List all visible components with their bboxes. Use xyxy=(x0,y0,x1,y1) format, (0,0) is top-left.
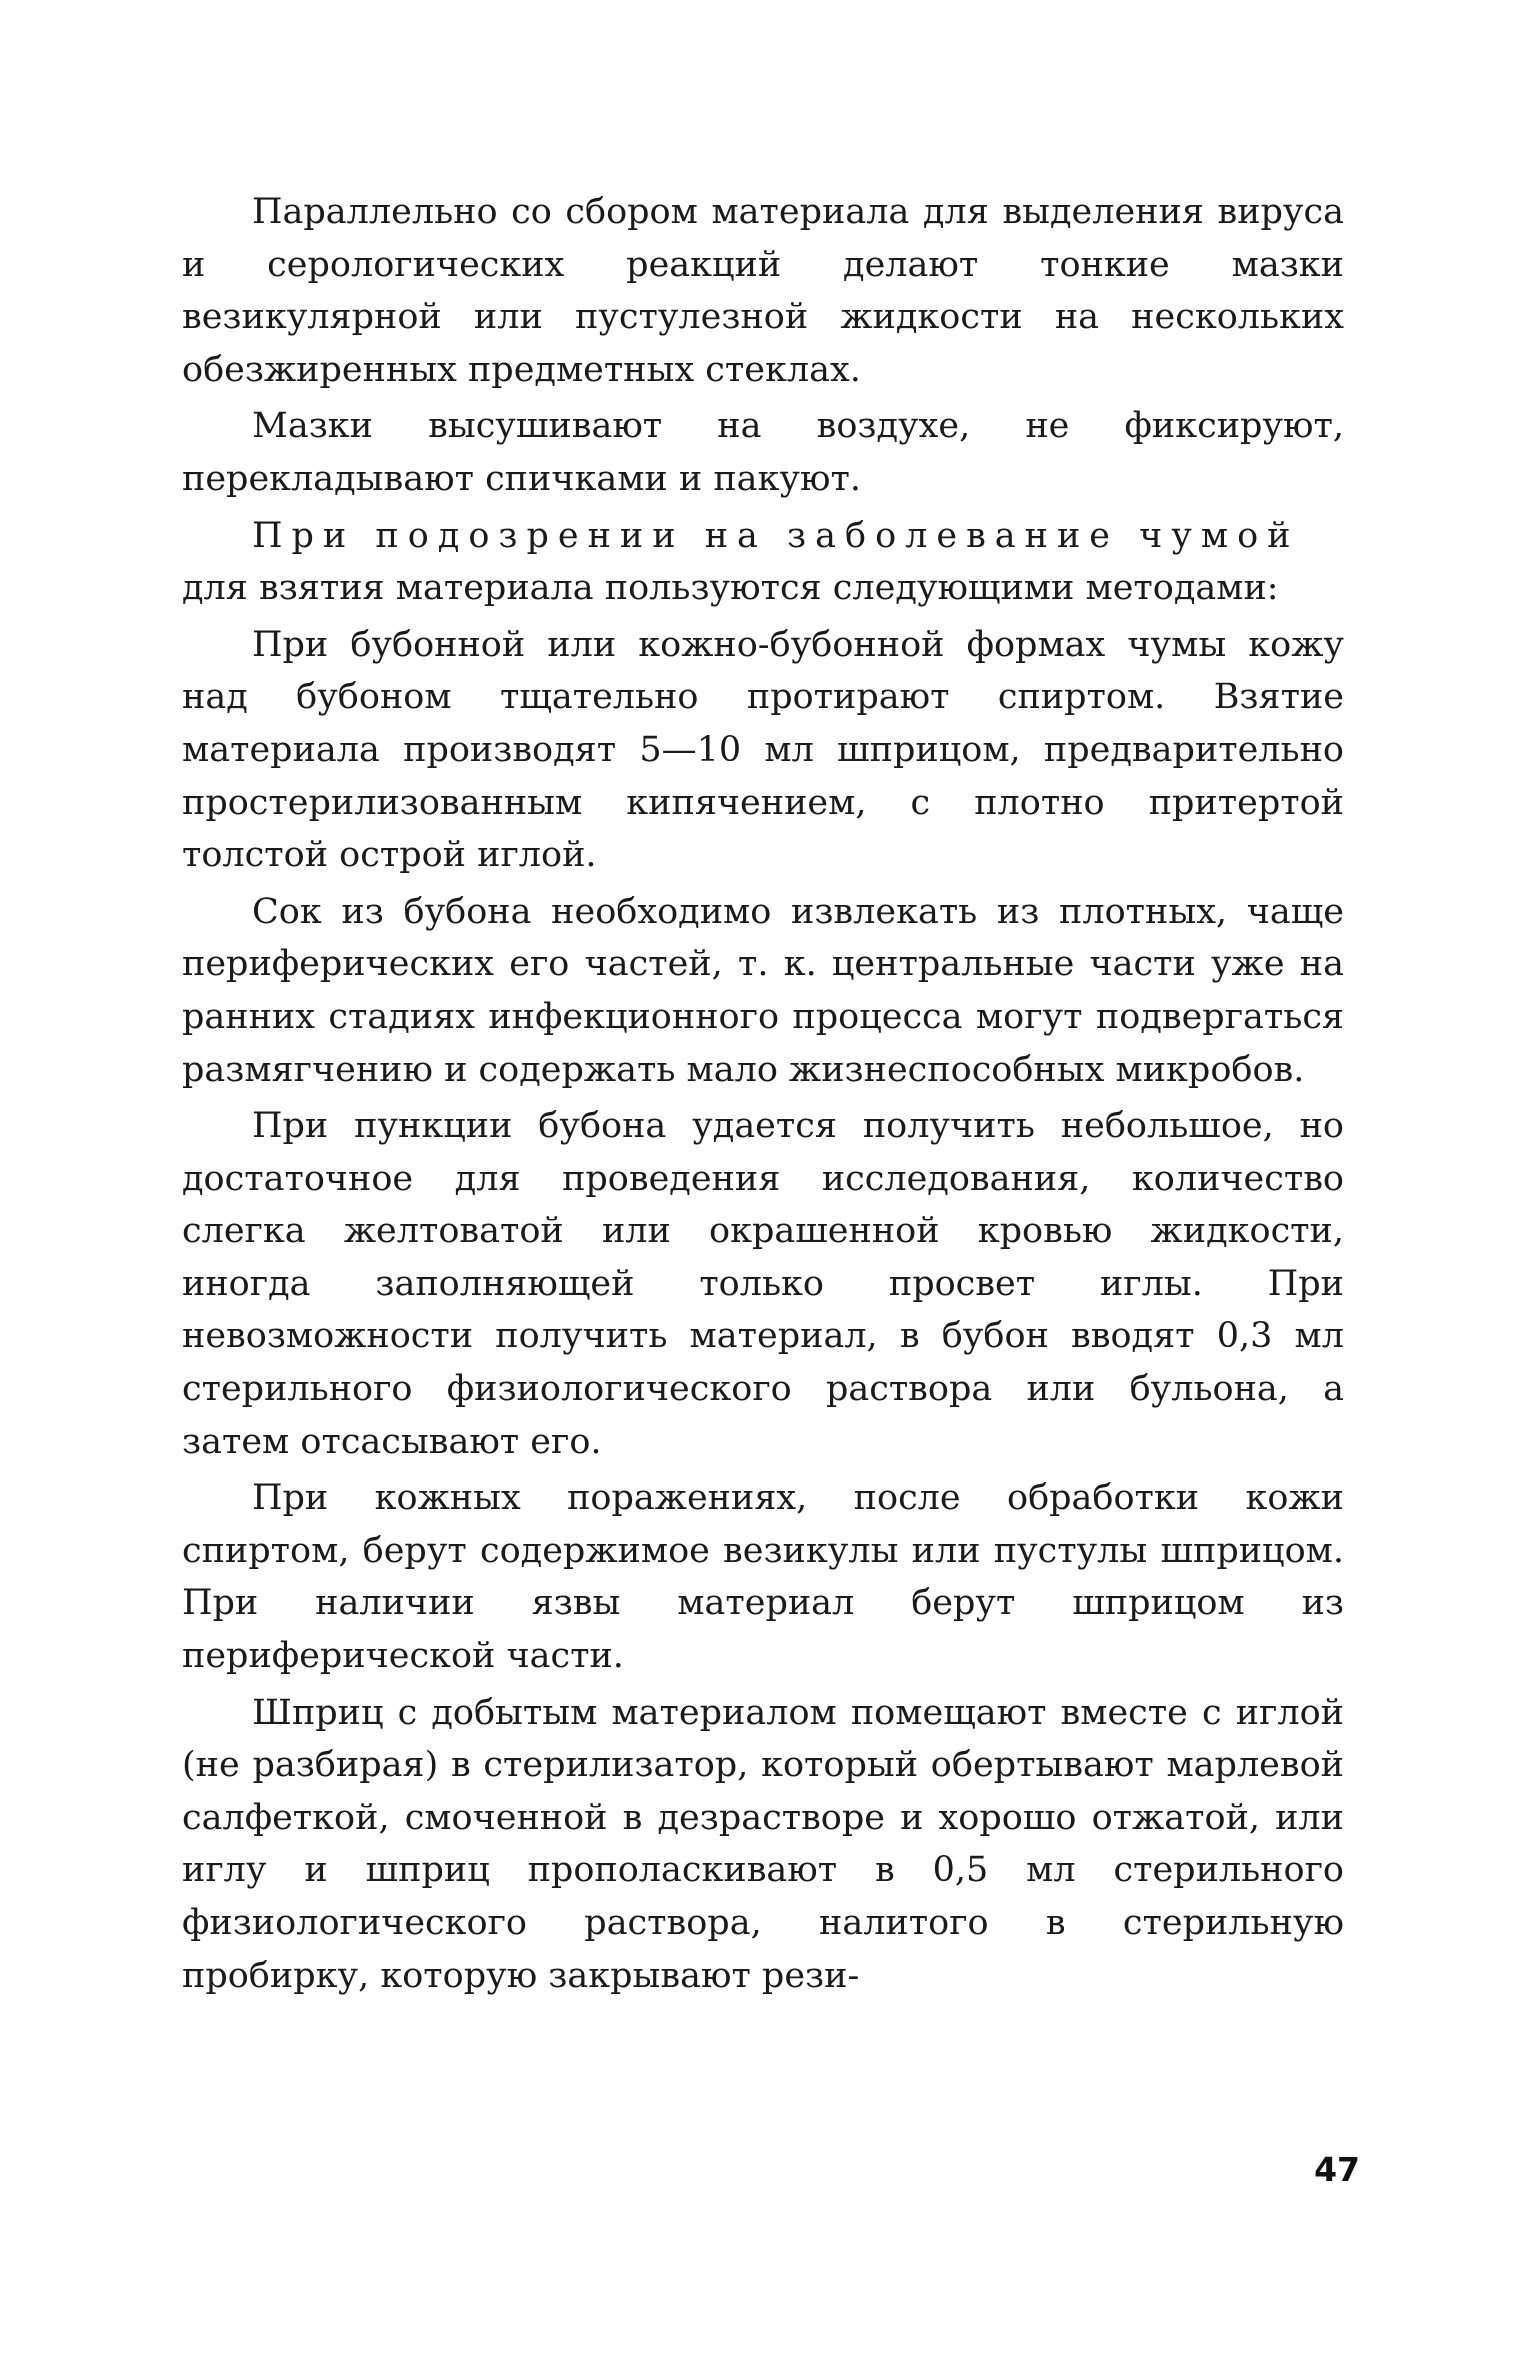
paragraph-bubo-juice: Сок из бубона необходимо извлекать из плотных, чаще периферических его частей, т. к. центральные части уже на ранних стадиях инфекционного процесса могут подвергаться размягчению и содержать мало жизнеспособных микробов. xyxy=(182,891,1344,1090)
paragraph-drying: Мазки высушивают на воздухе, не фиксируют, перекладывают спичками и пакуют. xyxy=(182,406,1344,499)
paragraph-skin-lesions: При кожных поражениях, после обработки кожи спиртом, берут содержимое везикулы или пустулы шприцом. При наличии язвы материал берут шприцом из периферической части. xyxy=(182,1478,1344,1677)
paragraph-bubo-puncture: При пункции бубона удается получить небольшое, но достаточное для проведения исследования, количество слегка желтоватой или окрашенной кровью жидкости, иногда заполняющей только просвет иглы. При невозможности получить материал, в бубон вводят 0,3 мл стерильного физиологического раствора или бульона, а затем отсасывают его. xyxy=(182,1106,1344,1462)
page-number: 47 xyxy=(1314,2150,1360,2189)
paragraph-syringe: Шприц с добытым материалом помещают вместе с иглой (не разбирая) в стерилизатор, который обертывают марлевой салфеткой, смоченной в дезрастворе и хорошо отжатой, или иглу и шприц прополаскивают в 0,5 мл стерильного физиологического раствора, налитого в стерильную пробирку, которую закрывают рези- xyxy=(182,1692,1344,1996)
body-text xyxy=(182,186,1344,2006)
paragraph-bubonic-form: При бубонной или кожно-бубонной формах чумы кожу над бубоном тщательно протирают спиртом. Взятие материала производят 5—10 мл шприцом, предварительно простерилизованным кипячением, с плотно притертой толстой острой иглой. xyxy=(182,624,1344,876)
paragraph-methods-intro: для взятия материала пользуются следующими методами: xyxy=(182,568,1279,609)
plague-heading-text: При подозрении на заболевание чумой xyxy=(252,515,1300,556)
paragraph-plague-heading xyxy=(182,510,1344,563)
paragraph-smears: Параллельно со сбором материала для выделения вируса и серологических реакций делают тонкие мазки везикулярной или пустулезной жидкости на нескольких обезжиренных предметных стеклах. xyxy=(182,192,1344,390)
